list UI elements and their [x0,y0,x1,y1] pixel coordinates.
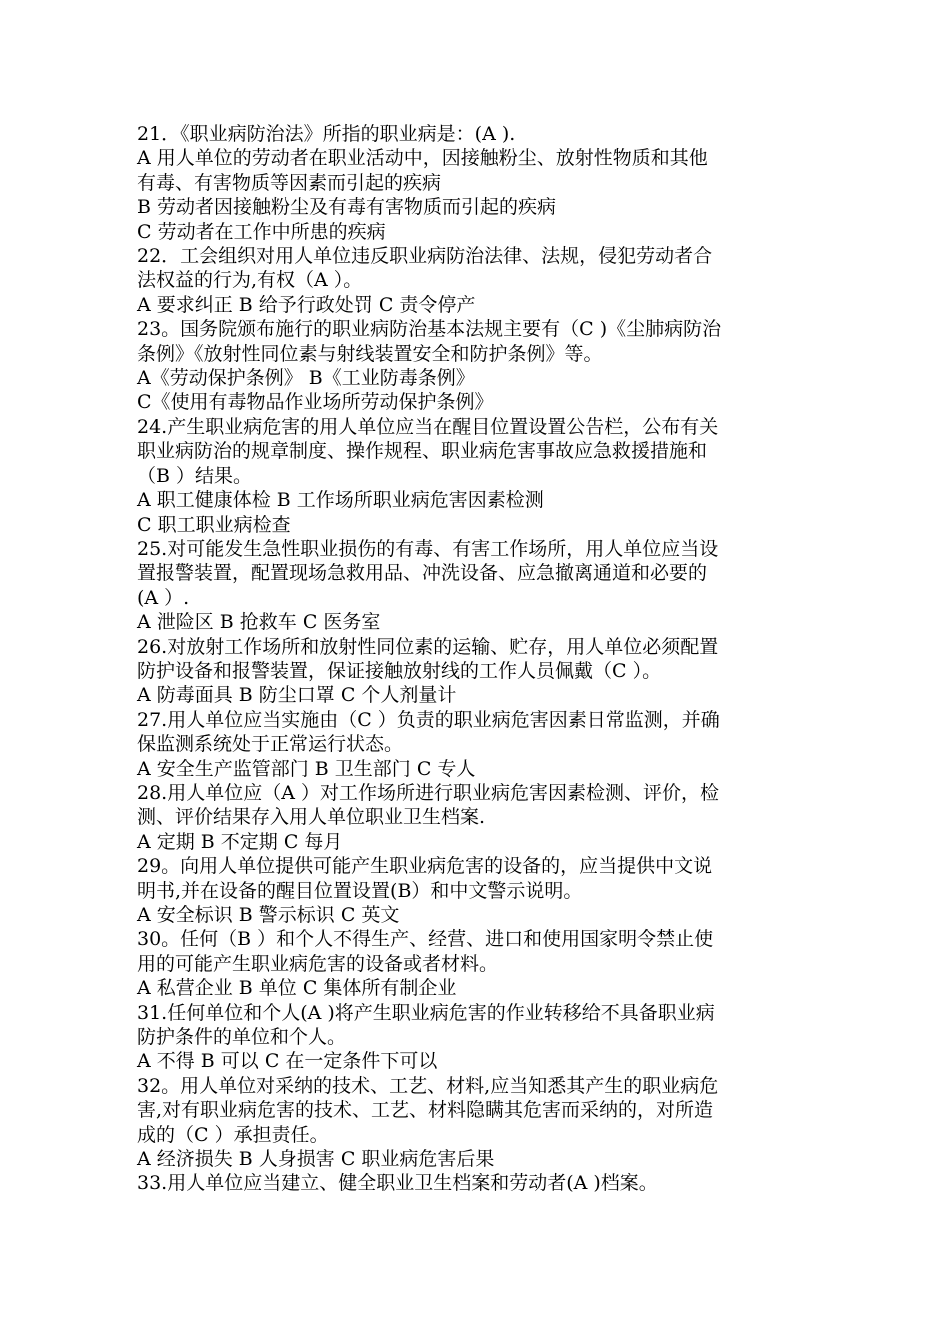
text-line: A 泄险区 B 抢救车 C 医务室 [137,611,381,634]
text-line: 26.对放射工作场所和放射性同位素的运输、贮存，用人单位必须配置 [137,635,719,658]
text-line: 条例》《放射性同位素与射线装置安全和防护条例》等。 [137,342,603,365]
text-line: 置报警装置，配置现场急救用品、冲洗设备、应急撤离通道和必要的 [137,562,708,585]
text-line: 23。国务院颁布施行的职业病防治基本法规主要有（C )《尘肺病防治 [137,318,722,341]
text-line: B 劳动者因接触粉尘及有毒有害物质而引起的疾病 [137,196,557,219]
text-line: 成的（C ）承担责任。 [137,1123,329,1146]
text-line: 30。任何（B ）和个人不得生产、经营、进口和使用国家明令禁止使 [137,928,714,951]
text-line: C《使用有毒物品作业场所劳动保护条例》 [137,391,494,414]
text-line: 测、评价结果存入用人单位职业卫生档案. [137,806,486,829]
text-line: A 私营企业 B 单位 C 集体所有制企业 [137,977,457,1000]
text-line: 29。向用人单位提供可能产生职业病危害的设备的，应当提供中文说 [137,855,713,878]
text-line: 22．工会组织对用人单位违反职业病防治法律、法规，侵犯劳动者合 [137,245,713,268]
text-line: 32。用人单位对采纳的技术、工艺、材料,应当知悉其产生的职业病危 [137,1074,719,1097]
text-line: A 要求纠正 B 给予行政处罚 C 责令停产 [137,293,476,316]
text-line: 25.对可能发生急性职业损伤的有毒、有害工作场所，用人单位应当设 [137,537,719,560]
text-line: A 不得 B 可以 C 在一定条件下可以 [137,1050,438,1073]
text-line: 明书,并在设备的醒目位置设置(B）和中文警示说明。 [137,879,583,902]
text-line: 防护设备和报警装置，保证接触放射线的工作人员佩戴（C ）。 [137,659,662,682]
text-line: A《劳动保护条例》 B《工业防毒条例》 [137,367,475,390]
text-line: A 定期 B 不定期 C 每月 [137,830,343,853]
text-line: A 安全标识 B 警示标识 C 英文 [137,904,400,926]
text-line: 有毒、有害物质等因素而引起的疾病 [137,171,442,194]
text-line: 21．《职业病防治法》所指的职业病是：(A ). [137,123,516,145]
text-line: 27.用人单位应当实施由（C ）负责的职业病危害因素日常监测，并确 [137,708,720,731]
text-line: 31.任何单位和个人(A )将产生职业病危害的作业转移给不具备职业病 [137,1001,715,1024]
text-line: A 防毒面具 B 防尘口罩 C 个人剂量计 [137,684,457,707]
document-page [137,122,817,1196]
text-line: 28.用人单位应（A ）对工作场所进行职业病危害因素检测、评价，检 [137,781,719,804]
text-line: A 用人单位的劳动者在职业活动中，因接触粉尘、放射性物质和其他 [137,147,708,170]
text-line: 职业病防治的规章制度、操作规程、职业病危害事故应急救援措施和 [137,440,708,463]
text-line: C 职工职业病检查 [137,513,291,536]
text-line: A 职工健康体检 B 工作场所职业病危害因素检测 [137,489,544,512]
text-line: C 劳动者在工作中所患的疾病 [137,220,386,243]
text-line: A 安全生产监管部门 B 卫生部门 C 专人 [137,757,476,780]
text-line: 用的可能产生职业病危害的设备或者材料。 [137,952,499,975]
text-line: 保监测系统处于正常运行状态。 [137,733,404,756]
text-line: 24.产生职业病危害的用人单位应当在醒目位置设置公告栏，公布有关 [137,415,719,438]
text-line: 法权益的行为,有权（A ）。 [137,269,363,292]
text-line: （B ）结果。 [137,464,253,487]
text-line: 33.用人单位应当建立、健全职业卫生档案和劳动者(A )档案。 [137,1172,658,1195]
text-line: (A ）. [137,586,190,609]
text-line: 害,对有职业病危害的技术、工艺、材料隐瞒其危害而采纳的，对所造 [137,1099,714,1122]
text-line: 防护条件的单位和个人。 [137,1026,347,1049]
text-line: A 经济损失 B 人身损害 C 职业病危害后果 [137,1148,495,1171]
